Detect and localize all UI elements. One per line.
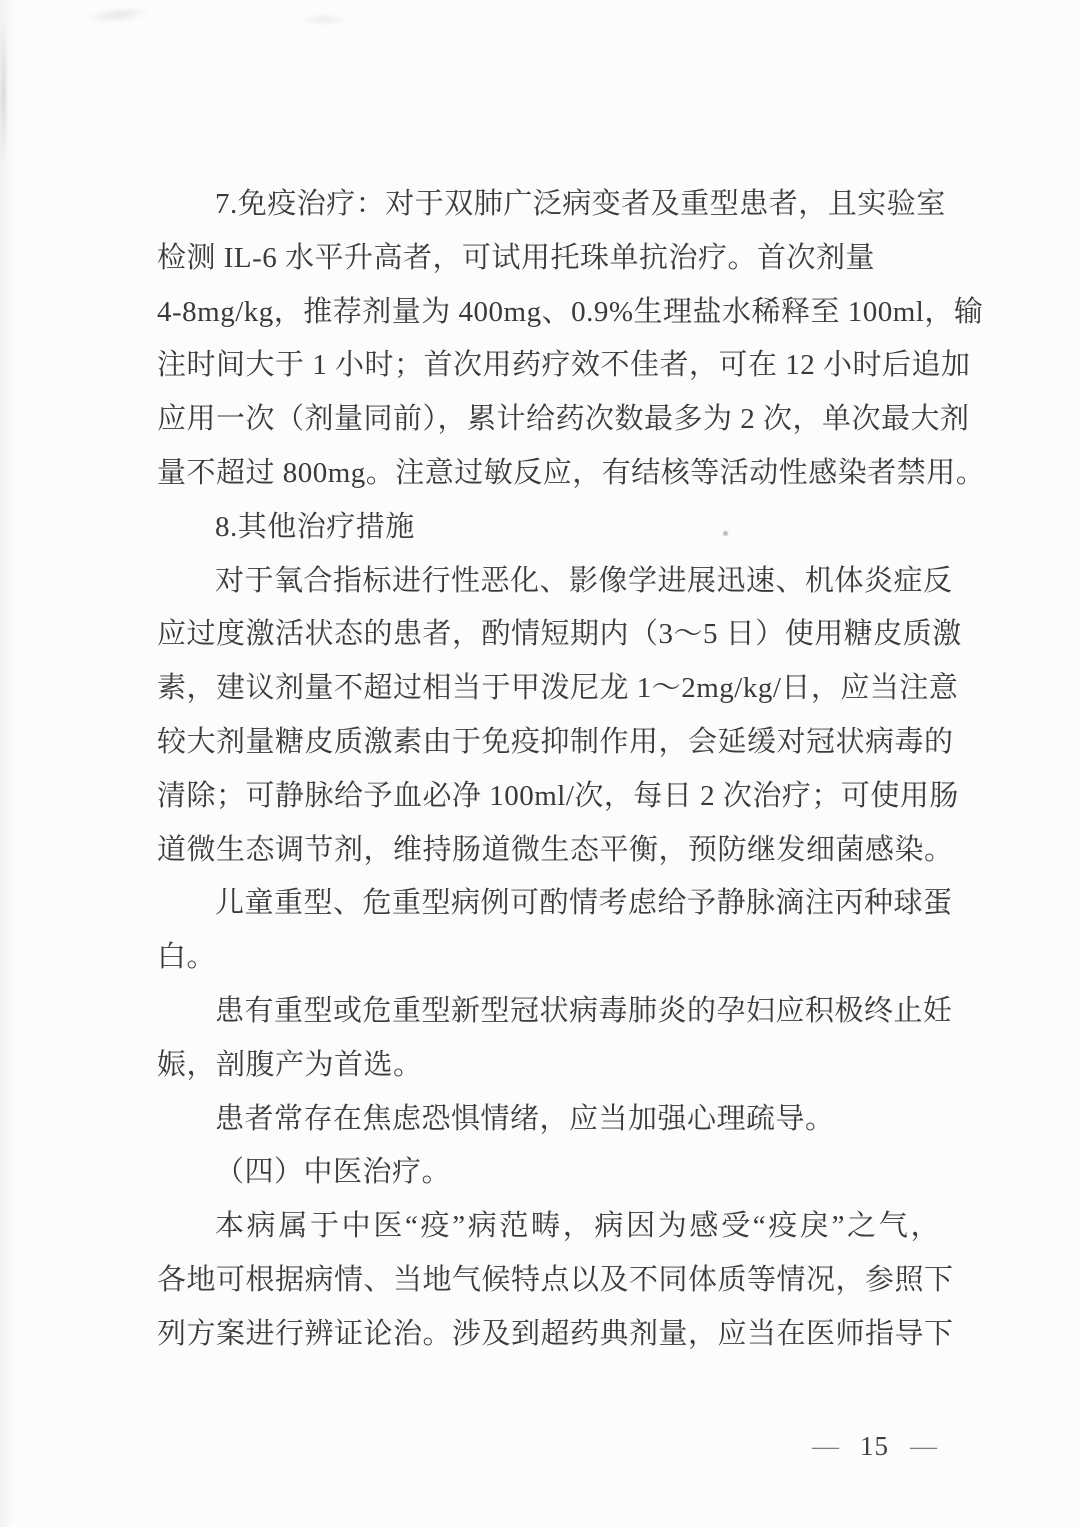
footer-dash-right: — [910,1432,937,1460]
text-line: 8.其他治疗措施 [215,510,415,543]
text-line: 列方案进行辨证论治。涉及到超药典剂量，应当在医师指导下 [157,1317,954,1350]
text-line: 注时间大于 1 小时；首次用药疗效不佳者，可在 12 小时后追加 [157,349,971,382]
text-line: 量不超过 800mg。注意过敏反应，有结核等活动性感染者禁用。 [157,456,986,489]
text-line: 患有重型或危重型新型冠状病毒肺炎的孕妇应积极终止妊 [215,994,953,1027]
text-line: 应用一次（剂量同前），累计给药次数最多为 2 次，单次最大剂 [157,403,970,436]
text-line: 娠，剖腹产为首选。 [157,1048,423,1081]
text-line: 白。 [157,941,217,974]
text-line: 素，建议剂量不超过相当于甲泼尼龙 1～2mg/kg/日，应当注意 [157,672,959,705]
page-number: 15 [860,1431,889,1461]
page-edge-shadow [0,0,14,1527]
text-line: 4-8mg/kg，推荐剂量为 400mg、0.9%生理盐水稀释至 100ml，输 [157,295,984,328]
text-line: 患者常存在焦虑恐惧情绪，应当加强心理疏导。 [215,1102,835,1135]
scan-smudge-artifact [85,5,150,26]
text-line: 对于氧合指标进行性恶化、影像学进展迅速、机体炎症反 [215,564,953,597]
text-line: 检测 IL-6 水平升高者，可试用托珠单抗治疗。首次剂量 [157,241,876,274]
footer-dash-left: — [812,1432,839,1460]
text-line: （四）中医治疗。 [215,1156,452,1189]
text-line: 各地可根据病情、当地气候特点以及不同体质等情况，参照下 [157,1263,954,1296]
text-line: 7.免疫治疗：对于双肺广泛病变者及重型患者，且实验室 [215,188,946,220]
page-body [157,178,986,1362]
text-line: 应过度激活状态的患者，酌情短期内（3～5 日）使用糖皮质激 [157,618,962,651]
text-line: 清除；可静脉给予血必净 100ml/次，每日 2 次治疗；可使用肠 [157,779,959,812]
text-line: 较大剂量糖皮质激素由于免疫抑制作用，会延缓对冠状病毒的 [157,725,954,758]
text-line: 本病属于中医“疫”病范畴，病因为感受“疫戾”之气， [215,1210,940,1243]
scan-smudge-artifact [298,14,350,25]
page-footer [812,1430,937,1462]
scan-streak-artifact [1,18,6,168]
text-line: 道微生态调节剂，维持肠道微生态平衡，预防继发细菌感染。 [157,833,954,866]
text-line: 儿童重型、危重型病例可酌情考虑给予静脉滴注丙种球蛋 [215,887,953,920]
